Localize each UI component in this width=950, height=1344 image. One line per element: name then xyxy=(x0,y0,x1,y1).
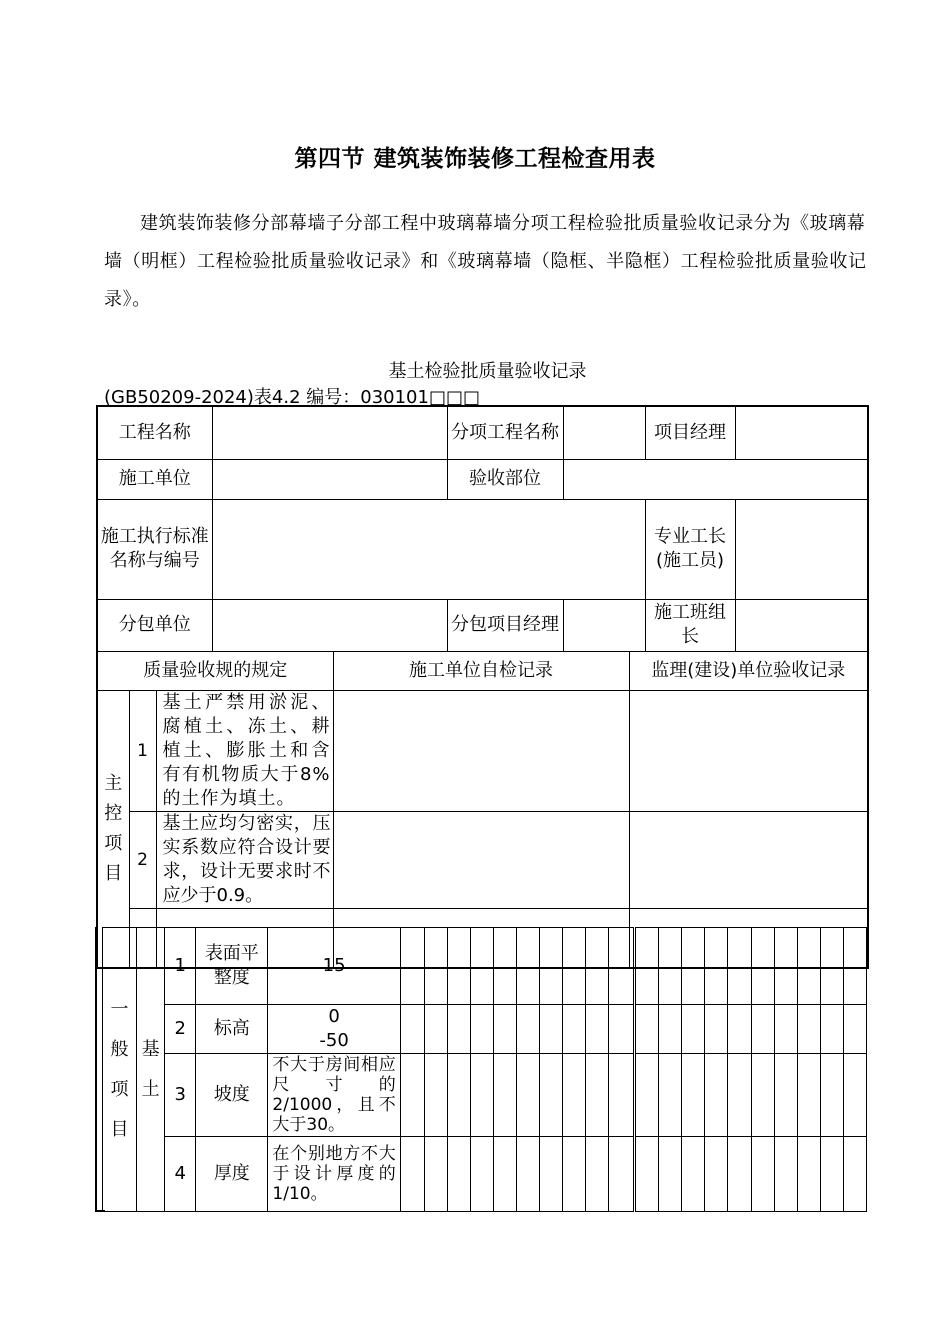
measurement-cell[interactable] xyxy=(751,1005,774,1054)
measurement-cell[interactable] xyxy=(797,1054,820,1137)
intro-paragraph: 建筑装饰装修分部幕墙子分部工程中玻璃幕墙分项工程检验批质量验收记录分为《玻璃幕墙（明框）工程检验批质量验收记录》和《玻璃幕墙（隐框、半隐框）工程检验批质量验收记录》。 xyxy=(104,213,867,310)
page-title: 第四节 建筑装饰装修工程检查用表 xyxy=(294,146,656,172)
measurement-cell[interactable] xyxy=(635,1054,659,1137)
measurement-cell[interactable] xyxy=(609,1005,635,1054)
measurement-cell[interactable] xyxy=(400,928,424,1005)
measurement-cell[interactable] xyxy=(609,1054,635,1137)
measurement-cell[interactable] xyxy=(797,1137,820,1212)
measurement-cell[interactable] xyxy=(563,1054,586,1137)
measurement-cell[interactable] xyxy=(797,928,820,1005)
measurement-cell[interactable] xyxy=(705,1054,728,1137)
main-item-text: 基土严禁用淤泥、腐植土、冻土、耕植土、膨胀土和含有有机物质大于8%的土作为填土。 xyxy=(156,690,333,811)
measurement-cell[interactable] xyxy=(517,928,540,1005)
measurement-cell[interactable] xyxy=(843,1054,866,1137)
standard-label xyxy=(97,499,212,599)
measurement-cell[interactable] xyxy=(728,928,751,1005)
table-left-border xyxy=(95,927,97,1212)
measurement-cell[interactable] xyxy=(635,928,659,1005)
project-manager-label: 项目经理 xyxy=(645,406,735,459)
measurement-cell[interactable] xyxy=(751,1137,774,1212)
main-control-label: 主 控 项 目 xyxy=(97,690,129,968)
measurement-cell[interactable] xyxy=(493,1137,516,1212)
foreman-label: 专业工长(施工员) xyxy=(645,499,735,599)
measurement-cell[interactable] xyxy=(774,1054,797,1137)
main-item-self-check-field[interactable] xyxy=(333,690,629,811)
measurement-cell[interactable] xyxy=(609,928,635,1005)
measurement-cell[interactable] xyxy=(705,1137,728,1212)
standard-label-line2: 名称与编号 xyxy=(109,550,200,571)
general-item-number: 4 xyxy=(165,1137,196,1212)
acceptance-part-label: 验收部位 xyxy=(447,459,563,499)
general-item-number: 3 xyxy=(165,1054,196,1137)
measurement-cell[interactable] xyxy=(424,928,447,1005)
measurement-cell[interactable] xyxy=(609,1137,635,1212)
main-item-number: 2 xyxy=(129,811,156,908)
measurement-cell[interactable] xyxy=(586,1005,609,1054)
main-item-text: 基土应均匀密实，压实系数应符合设计要求，设计无要求时不应少于0.9。 xyxy=(156,811,333,908)
subcontractor-field[interactable] xyxy=(212,599,447,651)
measurement-cell[interactable] xyxy=(843,928,866,1005)
form-code: (GB50209-2024)表4.2 编号：030101□□□ xyxy=(104,387,480,408)
general-items-label: 一 般 项 目 xyxy=(103,928,137,1212)
measurement-cell[interactable] xyxy=(659,1137,682,1212)
measurement-cell[interactable] xyxy=(682,1137,705,1212)
measurement-cell[interactable] xyxy=(447,928,470,1005)
project-name-label: 工程名称 xyxy=(97,406,212,459)
general-item-number: 2 xyxy=(165,1005,196,1054)
supervisor-column-header: 监理(建设)单位验收记录 xyxy=(629,651,868,690)
main-item-supervisor-field[interactable] xyxy=(629,811,868,908)
measurement-cell[interactable] xyxy=(540,928,563,1005)
measurement-cell[interactable] xyxy=(682,1005,705,1054)
sub-manager-field[interactable] xyxy=(563,599,645,651)
measurement-cell[interactable] xyxy=(635,1005,659,1054)
sub-project-name-field[interactable] xyxy=(563,406,645,459)
project-manager-field[interactable] xyxy=(735,406,868,459)
measurement-cell[interactable] xyxy=(586,1137,609,1212)
main-item-supervisor-field[interactable] xyxy=(629,690,868,811)
general-item-tolerance xyxy=(268,1005,400,1054)
measurement-cell[interactable] xyxy=(774,1137,797,1212)
sub-project-name-label: 分项工程名称 xyxy=(447,406,563,459)
main-item-number: 1 xyxy=(129,690,156,811)
measurement-cell[interactable] xyxy=(470,1054,493,1137)
measurement-cell[interactable] xyxy=(705,928,728,1005)
measurement-cell[interactable] xyxy=(659,1005,682,1054)
measurement-cell[interactable] xyxy=(424,1137,447,1212)
measurement-cell[interactable] xyxy=(493,1005,516,1054)
measurement-cell[interactable] xyxy=(728,1137,751,1212)
measurement-cell[interactable] xyxy=(820,1005,843,1054)
measurement-cell[interactable] xyxy=(820,1054,843,1137)
measurement-cell[interactable] xyxy=(470,1137,493,1212)
standard-label-line1: 施工执行标准 xyxy=(100,526,209,547)
acceptance-record-table xyxy=(96,405,869,969)
contractor-field[interactable] xyxy=(212,459,447,499)
foreman-field[interactable] xyxy=(735,499,868,599)
measurement-cell[interactable] xyxy=(400,1137,424,1212)
measurement-cell[interactable] xyxy=(774,928,797,1005)
measurement-cell[interactable] xyxy=(540,1137,563,1212)
sub-manager-label: 分包项目经理 xyxy=(447,599,563,651)
general-item-name: 表面平整度 xyxy=(196,928,268,1005)
measurement-cell[interactable] xyxy=(447,1054,470,1137)
measurement-cell[interactable] xyxy=(728,1005,751,1054)
measurement-cell[interactable] xyxy=(447,1137,470,1212)
measurement-cell[interactable] xyxy=(659,928,682,1005)
general-items-table xyxy=(102,927,867,1212)
project-name-field[interactable] xyxy=(212,406,447,459)
measurement-cell[interactable] xyxy=(424,1054,447,1137)
tolerance-lower: -50 xyxy=(319,1030,349,1051)
team-leader-field[interactable] xyxy=(735,599,868,651)
general-item-name: 坡度 xyxy=(196,1054,268,1137)
measurement-cell[interactable] xyxy=(470,928,493,1005)
tolerance-upper: 0 xyxy=(328,1006,340,1027)
measurement-cell[interactable] xyxy=(586,1054,609,1137)
subcontractor-label: 分包单位 xyxy=(97,599,212,651)
form-title: 基土检验批质量验收记录 xyxy=(388,361,587,382)
measurement-cell[interactable] xyxy=(517,1005,540,1054)
measurement-cell[interactable] xyxy=(586,928,609,1005)
measurement-cell[interactable] xyxy=(400,1005,424,1054)
general-item-number: 1 xyxy=(165,928,196,1005)
measurement-cell[interactable] xyxy=(820,1137,843,1212)
measurement-cell[interactable] xyxy=(705,1005,728,1054)
measurement-cell[interactable] xyxy=(400,1054,424,1137)
measurement-cell[interactable] xyxy=(493,928,516,1005)
base-soil-label: 基 土 xyxy=(137,928,165,1212)
measurement-cell[interactable] xyxy=(517,1054,540,1137)
measurement-cell[interactable] xyxy=(751,928,774,1005)
measurement-cell[interactable] xyxy=(843,1137,866,1212)
measurement-cell[interactable] xyxy=(563,1005,586,1054)
general-item-name: 标高 xyxy=(196,1005,268,1054)
measurement-cell[interactable] xyxy=(517,1137,540,1212)
measurement-cell[interactable] xyxy=(843,1005,866,1054)
measurement-cell[interactable] xyxy=(751,1054,774,1137)
measurement-cell[interactable] xyxy=(728,1054,751,1137)
measurement-cell[interactable] xyxy=(540,1005,563,1054)
measurement-cell[interactable] xyxy=(563,1137,586,1212)
standard-field[interactable] xyxy=(212,499,645,599)
measurement-cell[interactable] xyxy=(540,1054,563,1137)
acceptance-part-field[interactable] xyxy=(563,459,868,499)
general-item-name: 厚度 xyxy=(196,1137,268,1212)
measurement-cell[interactable] xyxy=(659,1054,682,1137)
spec-column-header: 质量验收规的规定 xyxy=(97,651,333,690)
general-item-tolerance: 不大于房间相应尺寸的2/1000，且不大于30。 xyxy=(268,1054,400,1137)
measurement-cell[interactable] xyxy=(470,1005,493,1054)
general-item-tolerance: 15 xyxy=(268,928,400,1005)
contractor-label: 施工单位 xyxy=(97,459,212,499)
measurement-cell[interactable] xyxy=(682,1054,705,1137)
measurement-cell[interactable] xyxy=(774,1005,797,1054)
measurement-cell[interactable] xyxy=(682,928,705,1005)
team-leader-label: 施工班组长 xyxy=(645,599,735,651)
main-item-self-check-field[interactable] xyxy=(333,811,629,908)
measurement-cell[interactable] xyxy=(563,928,586,1005)
self-check-column-header: 施工单位自检记录 xyxy=(333,651,629,690)
measurement-cell[interactable] xyxy=(797,1005,820,1054)
measurement-cell[interactable] xyxy=(493,1054,516,1137)
general-item-tolerance: 在个别地方不大于设计厚度的1/10。 xyxy=(268,1137,400,1212)
measurement-cell[interactable] xyxy=(447,1005,470,1054)
measurement-cell[interactable] xyxy=(635,1137,659,1212)
measurement-cell[interactable] xyxy=(820,928,843,1005)
measurement-cell[interactable] xyxy=(424,1005,447,1054)
